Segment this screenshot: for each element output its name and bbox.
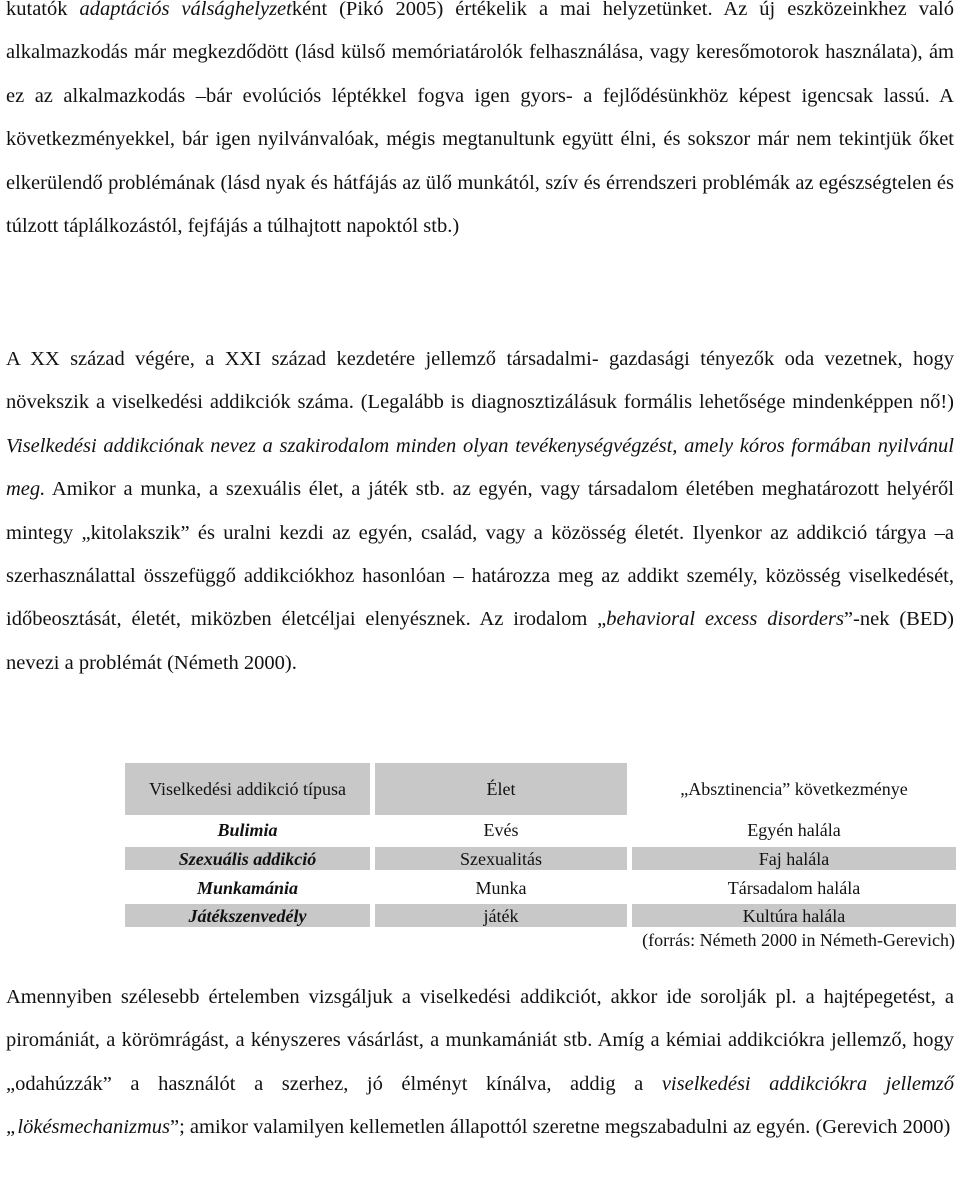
table-header-type: Viselkedési addikció típusa [125,763,370,815]
table-cell-consequence: Faj halála [632,847,956,870]
italic-text: adaptációs válsághelyzet [79,0,292,20]
italic-text: Viselkedési addikciónak nevez a szakirodalom minden olyan tevékenységvégzést, amely kóros formában nyilvánul meg. [6,434,954,501]
text-segment: ”; amikor valamilyen kellemetlen állapottól szeretne megszabadulni az egyén. (Gerevich 2000) [169,1116,951,1139]
table-row [125,904,956,927]
table-header-consequence: „Absztinencia” következménye [680,779,908,799]
table-header-row [125,763,956,815]
text-segment: ként (Pikó 2005) értékelik a mai helyzetünket. Az új eszközeinkhez való alkalmazkodás már megkezdődött (lásd külső memóriatárolók felhasználása, vagy keresőmotorok használata), ám ez az alkalmazkodás –bár evolúciós léptékkel fogva igen gyors- a fejlődésünkhöz képest igencsak lassú. A következményekkel, bár igen nyilvánvalóak, mégis megtanultunk együtt élni, és sokszor már nem tekintjük őket elkerülendő problémának (lásd nyak és hátfájás az ülő munkától, szív és érrendszeri problémák az egészségtelen és túlzott táplálkozástól, fejfájás a túlhajtott napoktól stb.) [6,0,954,238]
paragraph-behavioral-addiction [6,338,954,685]
text-segment: Amikor a munka, a szexuális élet, a játék stb. az egyén, vagy társadalom életében meghatározott helyéről mintegy „kitolakszik” és uralni kezdi az egyén, család, vagy a közösség életét. Ilyenkor az addikció tárgya –a szerhasználattal összefüggő addikciókhoz hasonlóan – határozza meg az addikt személy, közösség viselkedését, időbeosztását, életét, miközben életcéljai elenyésznek. Az irodalom „ [6,478,954,631]
paragraph-broader-view [6,976,954,1150]
table-header-life: Élet [375,763,627,815]
table-row [125,847,956,870]
table-cell-consequence: Társadalom halála [727,877,861,898]
table-cell-type: Bulimia [217,819,278,840]
italic-text: behavioral excess disorders [606,608,844,631]
table-row [125,876,956,899]
text-segment: kutatók [6,0,80,20]
italic-text: viselkedési addikciókra jellemző „lökésmechanizmus [6,1072,954,1139]
table-cell-life: Evés [483,819,519,840]
table-cell-consequence: Egyén halála [747,819,841,840]
table-cell-life: Szexualitás [375,847,627,870]
table-cell-life: játék [375,904,627,927]
table-row [125,818,956,841]
text-segment: A XX század végére, a XXI század kezdetére jellemző társadalmi- gazdasági tényezők oda vezetnek, hogy növekszik a viselkedési addikciók száma. (Legalább is diagnosztizálásuk formális lehetősége mindenképpen nő!) [6,348,954,414]
text-segment: ”-nek (BED) nevezi a problémát (Németh 2000). [6,608,954,674]
table-cell-life: Munka [475,877,527,898]
table-cell-type: Játékszenvedély [125,904,370,927]
table-cell-type: Szexuális addikció [125,847,370,870]
table-cell-consequence: Kultúra halála [632,904,956,927]
paragraph-adaptation [6,0,954,248]
table-cell-type: Munkamánia [196,877,299,898]
table-source-note: (forrás: Németh 2000 in Németh-Gerevich) [642,930,955,950]
text-segment: Amennyiben szélesebb értelemben vizsgáljuk a viselkedési addikciót, akkor ide sorolják pl. a hajtépegetést, a piromániát, a körömrágást, a kényszeres vásárlást, a munkamániát stb. Amíg a kémiai addikciókra jellemző, hogy „odahúzzák” a használót a szerhez, jó élményt kínálva, addig a [6,986,954,1095]
